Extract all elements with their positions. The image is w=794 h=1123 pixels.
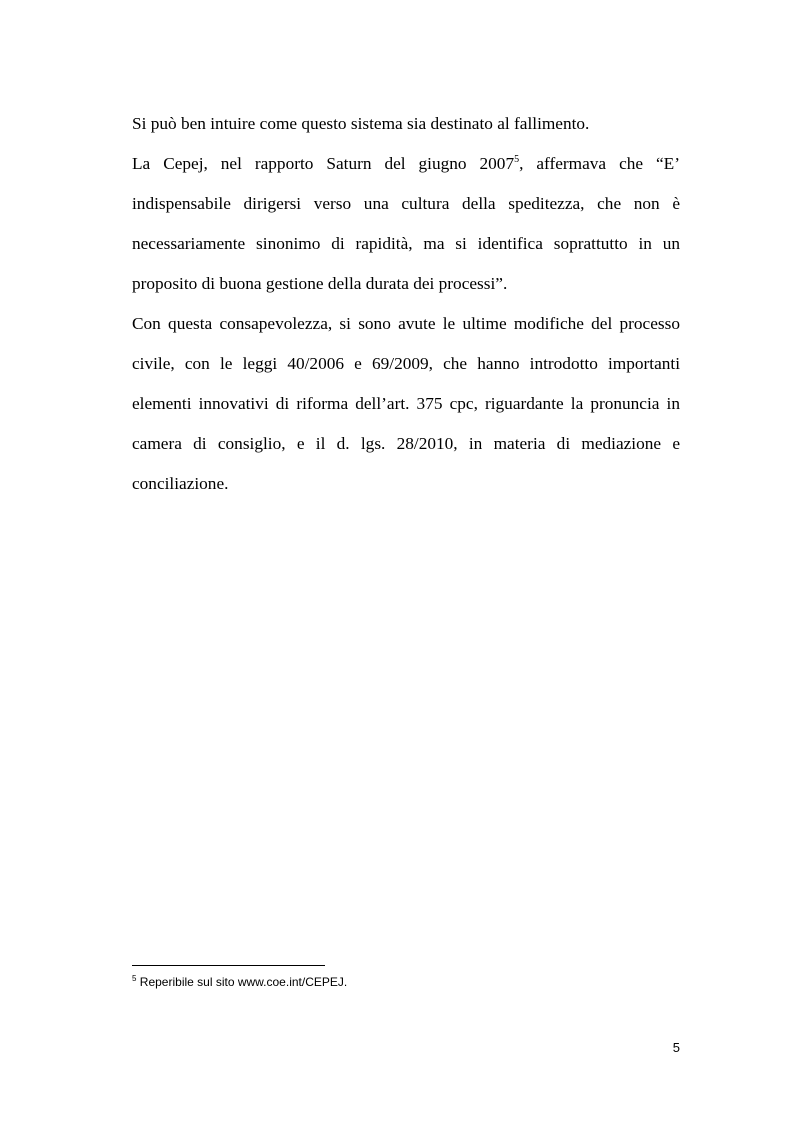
footnote-number: 5 <box>132 974 137 983</box>
paragraph-3-line-5: conciliazione. <box>132 474 229 493</box>
page-number: 5 <box>672 1040 680 1055</box>
paragraph-2-line-3: necessariamente sinonimo di rapidità, ma si identifica soprattutto in un <box>132 234 680 253</box>
paragraph-3-line-3: elementi innovativi di riforma dell’art. 375 cpc, riguardante la pronuncia in <box>132 394 680 413</box>
paragraph-3-line-2: civile, con le leggi 40/2006 e 69/2009, che hanno introdotto importanti <box>132 354 680 373</box>
paragraph-2-line-2: indispensabile dirigersi verso una cultura della speditezza, che non è <box>132 194 680 213</box>
paragraph-2-line-4: proposito di buona gestione della durata dei processi”. <box>132 274 508 293</box>
footnote-reference: 5 <box>514 154 520 165</box>
paragraph-1: Si può ben intuire come questo sistema sia destinato al fallimento. <box>132 114 590 133</box>
paragraph-2-line-1-rest: , affermava che “E’ <box>519 154 680 173</box>
paragraph-3-line-1: Con questa consapevolezza, si sono avute le ultime modifiche del processo <box>132 314 680 333</box>
footnote-separator <box>132 965 325 966</box>
paragraph-3-line-4: camera di consiglio, e il d. lgs. 28/2010, in materia di mediazione e <box>132 434 680 453</box>
paragraph-2-line-1 <box>132 153 680 175</box>
footnote <box>132 974 347 990</box>
paragraph-2-line-1-text: La Cepej, nel rapporto Saturn del giugno 2007 <box>132 154 515 173</box>
footnote-text: Reperibile sul sito www.coe.int/CEPEJ. <box>139 975 348 989</box>
